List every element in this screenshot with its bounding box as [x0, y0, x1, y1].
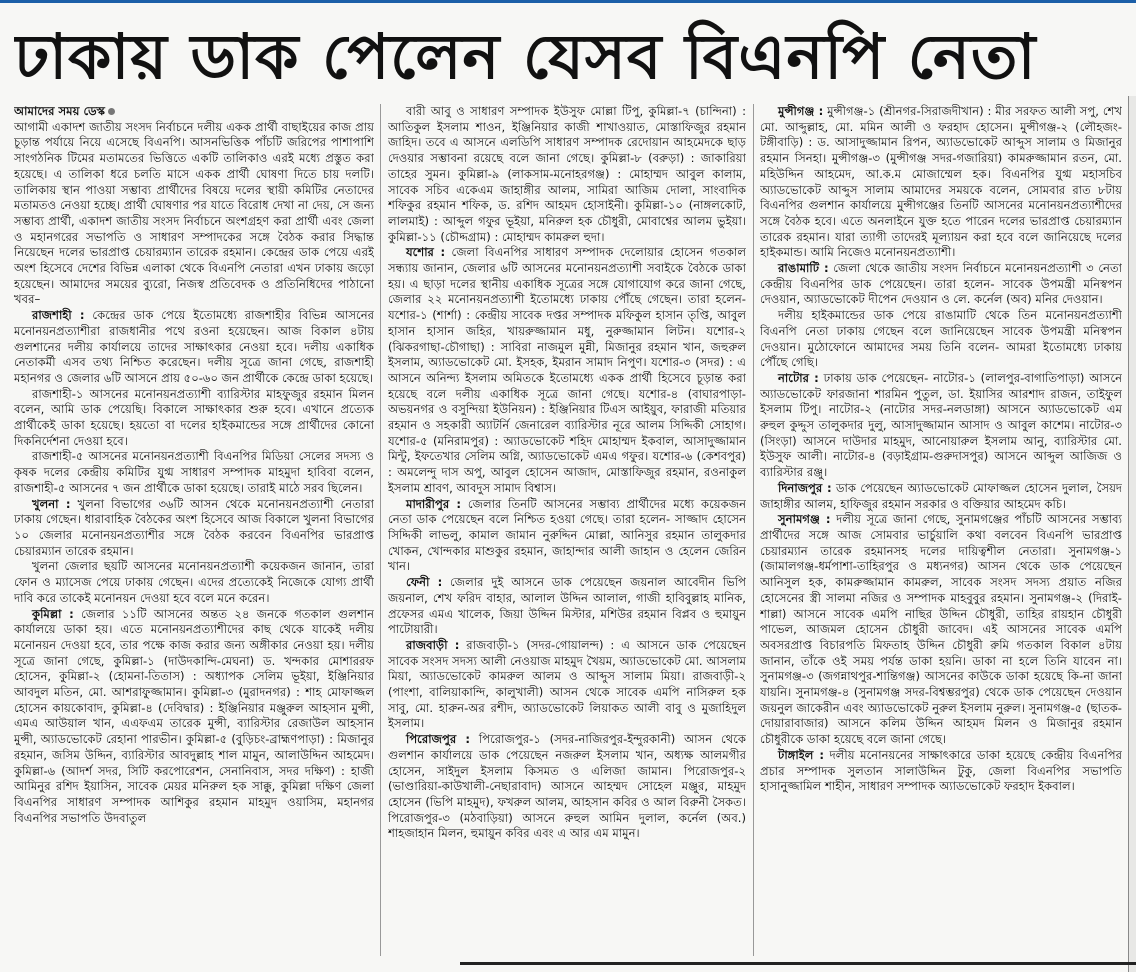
column-divider [380, 104, 381, 956]
section-lead: সুনামগঞ্জ : [778, 512, 831, 527]
column-2-body [388, 104, 746, 842]
paragraph-text: পিরোজপুর-১ (সদর-নাজিরপুর-ইন্দুরকানী) আসন থেকে গুলশান কার্যালয়ে ডাক পেয়েছেন নজরুল ইসলাম খান, অধ্যক্ষ আলমগীর হোসেন, সাইদুল ইসলাম কিসমত ও এলিজা জামান। পিরোজপুর-২ (ভাণ্ডারিয়া-কাউখালী-নেছারাবাদ) আসনে আহম্মদ সোহেল মঞ্জুর, মাহমুদ হোসেন (ভিপি মাহমুদ), ফখরুল আলম, আহসান কবির ও আল বিরুনী সৈকত। পিরোজপুর-৩ (মঠবাড়িয়া) আসনে রুহুল আমিন দুলাল, কর্নেল (অব.) শাহজাহান মিলন, হুমায়ুন কবির এবং এ আর এম মামুন। [388, 732, 746, 841]
column-1 [14, 104, 374, 956]
article-paragraph [760, 481, 1122, 512]
paragraph-text: জেলার তিনটি আসনের সম্ভাব্য প্রার্থীদের মধ্যে কয়েকজন নেতা ডাক পেয়েছেন বলে নিশ্চিত হওয়া গেছে। তারা হলেন- সাজ্জাদ হোসেন সিদ্দিকী লাভলু, কামাল জামান নুরুদ্দিন মোল্লা, আনিসুর রহমান তালুকদার খোকন, খোন্দকার মাশুকুর রহমান, জাহান্দার আলী জাহান ও হেলেন জেরিন খান। [388, 496, 746, 574]
adjacent-page-edge [1128, 96, 1136, 972]
article-paragraph [14, 308, 374, 387]
byline [14, 104, 374, 120]
article-paragraph [14, 497, 374, 560]
article-paragraph [760, 748, 1122, 795]
column-1-body [14, 120, 374, 827]
section-lead: ফেনী : [406, 575, 443, 590]
bottom-rule [460, 962, 1136, 965]
column-3-body [760, 104, 1122, 795]
column-3 [760, 104, 1122, 956]
section-lead: যশোর : [406, 245, 446, 260]
article-paragraph [760, 371, 1122, 481]
section-lead: পিরোজপুর : [406, 732, 471, 747]
section-lead: কুমিল্লা : [32, 606, 74, 621]
article-paragraph [760, 308, 1122, 371]
section-lead: মুন্সীগঞ্জ : [778, 104, 824, 118]
article-paragraph [760, 512, 1122, 748]
paragraph-text: আগামী একাদশ জাতীয় সংসদ নির্বাচনে দলীয় একক প্রার্থী বাছাইয়ের কাজ প্রায় চূড়ান্ত পর্যায়ে নিয়ে এসেছে বিএনপি। আসনভিত্তিক পাঁচটি জরিপের পাশাপাশি সাংগঠনিক টিমের মতামতের ভিত্তিতে একটি তালিকাও এরই মধ্যে প্রস্তুত করা হয়েছে। এ তালিকা ধরে চলতি মাসে একক প্রার্থী ঘোষণা দিতে চায় দলটি। তালিকায় স্থান পাওয়া সম্ভাব্য প্রার্থীদের বিষয়ে দলের স্থায়ী কমিটির নেতাদের মতামতও নেওয়া হচ্ছে। প্রার্থী ঘোষণার পর যাতে বিরোধ দেখা না দেয়, সে জন্য সম্ভাব্য প্রার্থী, একাদশ জাতীয় সংসদ নির্বাচনে অংশগ্রহণ করা প্রার্থী এবং জেলা ও মহানগরের সভাপতি ও সাধারণ সম্পাদকের সঙ্গে বৈঠক করার সিদ্ধান্ত নিয়েছেন দলের ভারপ্রাপ্ত চেয়ারম্যান তারেক রহমান। কেন্দ্রের ডাক পেয়ে এরই অংশ হিসেবে দেশের বিভিন্ন এলাকা থেকে বিএনপি নেতারা এখন ঢাকায় জড়ো হয়েছেন। আমাদের সময়ের ব্যুরো, নিজস্ব প্রতিবেদক ও প্রতিনিধিদের পাঠানো খবর– [14, 119, 374, 307]
article-paragraph [760, 261, 1122, 308]
article-paragraph [14, 449, 374, 496]
column-2 [388, 104, 746, 956]
paragraph-text: বারী আবু ও সাধারণ সম্পাদক ইউসুফ মোল্লা টিপু, কুমিল্লা-৭ (চান্দিনা) : আতিকুল ইসলাম শাওন, ইঞ্জিনিয়ার কাজী শাখাওয়াত, মোস্তাফিজুর রহমান জাহিদ। তবে এ আসনে এলডিপি সাধারণ সম্পাদক রেদোয়ান আহমেদকে ছাড় দেওয়ার সম্ভাবনা রয়েছে বলে জানা গেছে। কুমিল্লা-৮ (বরুড়া) : জাকারিয়া তাহের সুমন। কুমিল্লা-৯ (লাকসাম-মনোহরগঞ্জ) : মোহাম্মদ আবুল কালাম, সাবেক সচিব একেএম জাহাঙ্গীর আলম, সামিরা আজিম দোলা, সাংবাদিক শফিকুর রহমান শফিক, ড. রশিদ আহমদ হোসাইনী। কুমিল্লা-১০ (নাঙ্গলকোট, লালমাই) : আব্দুল গফুর ভূইয়া, মনিরুল হক চৌধুরী, মোবাশ্বের আলম ভুইয়া। কুমিল্লা-১১ (চৌদ্দগ্রাম) : মোহাম্মদ কামরুল হুদা। [388, 104, 746, 244]
section-lead: খুলনা : [32, 496, 71, 511]
article-paragraph [14, 559, 374, 606]
paragraph-text: কেন্দ্রের ডাক পেয়ে ইতোমধ্যে রাজশাহীর বিভিন্ন আসনের মনোনয়নপ্রত্যাশীরা রাজধানীর পথে রওনা হয়েছেন। আজ বিকাল ৪টায় গুলশানের দলীয় কার্যালয়ে তাদের সাক্ষাৎকার নেওয়া হবে। দলীয় একাধিক নেতাকর্মী এসব তথ্য নিশ্চিত করেছেন। দলীয় সূত্রে জানা গেছে, রাজশাহী মহানগর ও জেলার ৬টি আসনে প্রায় ৫০-৬০ জন প্রার্থীকে কেন্দ্রে ডাকা হয়েছে। [14, 308, 374, 385]
paragraph-text: দলীয় হাইকমান্ডের ডাক পেয়ে রাঙামাটি থেকে তিন মনোনয়নপ্রত্যাশী বিএনপি নেতা ঢাকায় গেছেন বলে জানিয়েছেন সাবেক উপমন্ত্রী মনিস্বপন দেওয়ান। মুঠোফোনে আমাদের সময় তিনি বলেন- আমরা ইতোমধ্যে ঢাকায় পৌঁছে গেছি। [760, 308, 1122, 370]
section-lead: রাঙামাটি : [778, 261, 829, 276]
paragraph-text: জেলা বিএনপির সাধারণ সম্পাদক দেলোয়ার হোসেন গতকাল সন্ধ্যায় জানান, জেলার ৬টি আসনের মনোনয়নপ্রত্যাশী সবাইকে বৈঠকে ডাকা হয়। এ ছাড়া দলের স্থানীয় একাধিক সূত্রের সঙ্গে যোগাযোগ করে জানা গেছে, জেলার ২২ মনোনয়নপ্রত্যাশী ইতোমধ্যে ঢাকায় পৌঁছে গেছেন। তারা হলেন- যশোর-১ (শার্শা) : কেন্দ্রীয় সাবেক দপ্তর সম্পাদক মফিকুল হাসান তৃপ্তি, আবুল হাসান হাসান জহির, খায়রুজ্জামান মধু, নুরুজ্জামান লিটন। যশোর-২ (ঝিকরগাছা-চৌগাছা) : সাবিরা নাজমুল মুন্নী, মিজানুর রহমান খান, জহুরুল ইসলাম, অ্যাডভোকেট মো. ইসহক, ইমরান সামাদ নিপুণ। যশোর-৩ (সদর) : এ আসনে অনিন্দ্য ইসলাম অমিতকে ইতোমধ্যে একক প্রার্থী হিসেবে চূড়ান্ত করা হয়েছে বলে দলীয় একাধিক সূত্রে জানা গেছে। যশোর-৪ (বাঘারপাড়া-অভয়নগর ও বসুন্দিয়া ইউনিয়ন) : ইঞ্জিনিয়ার টিএস আইয়ুব, ফারাজী মতিয়ার রহমান ও সহকারী অ্যাটর্নি জেনারেল ব্যারিস্টার নূরে আলম সিদ্দিকী সোহাগ। যশোর-৫ (মনিরামপুর) : অ্যাডভোকেট শহিদ মোহাম্মদ ইকবাল, আসাদুজ্জামান মিন্টু, ইফতেখার সেলিম অগ্নি, অ্যাডভোকেট এমএ গফুর। যশোর-৬ (কেশবপুর) : অমলেন্দু দাস অপু, আবুল হোসেন আজাদ, মোস্তাফিজুর রহমান, রওনাকুল ইসলাম শ্রাবণ, আবদুস সামাদ বিশ্বাস। [388, 245, 746, 495]
paragraph-text: দলীয় মনোনয়নের সাক্ষাৎকারে ডাকা হয়েছে কেন্দ্রীয় বিএনপির প্রচার সম্পাদক সুলতান সালাউদ্দিন টুকু, জেলা বিএনপির সভাপতি হাসানুজ্জামিল শাহীন, সাধারণ সম্পাদক অ্যাডভোকেট ফরহাদ ইকবাল। [760, 747, 1122, 794]
article-paragraph [388, 732, 746, 842]
paragraph-text: খুলনা জেলার ছয়টি আসনের মনোনয়নপ্রত্যাশী কয়েকজন জানান, তারা ফোন ও ম্যাসেজ পেয়ে ঢাকায় গেছেন। এদের প্রত্যেকেই নিজেকে যোগ্য প্রার্থী দাবি করে তাকেই মনোনয়ন দেওয়া হবে বলে মনে করেন। [14, 559, 374, 605]
section-lead: রাজশাহী : [32, 308, 85, 323]
byline-text: আমাদের সময় ডেস্ক [14, 104, 106, 118]
bullet-icon [108, 108, 115, 115]
section-lead: দিনাজপুর : [778, 480, 832, 495]
paragraph-text: দলীয় সূত্রে জানা গেছে, সুনামগঞ্জের পাঁচটি আসনের সম্ভাব্য প্রার্থীদের সঙ্গে আজ সোমবার ভার্চুয়ালি কথা বলবেন বিএনপি ভারপ্রাপ্ত চেয়ারম্যান তারেক রহমানসহ দলের দায়িত্বশীল নেতারা। সুনামগঞ্জ-১ (জামালগঞ্জ-ধর্মপাশা-তাহিরপুর ও মধ্যনগর) আসন থেকে ডাক পেয়েছেন আনিসুল হক, কামরুজ্জামান কামরুল, সাবেক সংসদ সদস্য প্রয়াত নজির হোসেনের স্ত্রী সালমা নজির ও সম্পাদক মাহবুবুর রহমান। সুনামগঞ্জ-২ (দিরাই-শাল্লা) আসনে সাবেক এমপি নাছির উদ্দিন চৌধুরী, তাহির রায়হান চৌধুরী পাভেল, আজমল হোসেন চৌধুরী জাবেদ। এই আসনের সাবেক এমপি অবসরপ্রাপ্ত বিচারপতি মিফতাহ উদ্দিন চৌধুরী রুমি গতকাল বিকাল ৪টায় জানান, তাঁকে ওই সময় পর্যন্ত ডাকা হয়নি। ডাকা না হলে তিনি যাবেন না। সুনামগঞ্জ-৩ (জগন্নাথপুর-শান্তিগঞ্জ) আসনের কাউকে ডাকা হয়েছে কি-না জানা যায়নি। সুনামগঞ্জ-৪ (সুনামগঞ্জ সদর-বিশ্বম্ভরপুর) থেকে ডাক পেয়েছেন দেওয়ান জয়নুল জাকেরীন এবং অ্যাডভোকেট নুরুল ইসলাম নুরুল। সুনামগঞ্জ-৫ (ছাতক-দোয়ারাবাজার) আসনে কলিম উদ্দিন আহমদ মিলন ও মিজানুর রহমান চৌধুরীকে ডাকা হয়েছে বলে জানা গেছে। [760, 512, 1122, 747]
paragraph-text: ঢাকায় ডাক পেয়েছেন- নাটোর-১ (লালপুর-বাগাতিপাড়া) আসনে অ্যাডভোকেট ফারজানা শারমিন পুতুল, ডা. ইয়াসির আরশাদ রাজন, তাইফুল ইসলাম টিপু। নাটোর-২ (নাটোর সদর-নলডাঙ্গা) আসনে অ্যাডভোকেট এম রুহুল কুদ্দুস তালুকদার দুলু, আসাদুজ্জামান আসাদ ও আবুল কাশেম। নাটোর-৩ (সিংড়া) আসনে দাউদার মাহমুদ, আনোয়ারুল ইসলাম আনু, ব্যারিস্টার মো. ইউসুফ আলী। নাটোর-৪ (বড়াইগ্রাম-গুরুদাসপুর) আসনে আব্দুল আজিজ ও ব্যারিস্টার রঞ্জু। [760, 370, 1122, 480]
paragraph-text: রাজশাহী-১ আসনের মনোনয়নপ্রত্যাশী ব্যারিস্টার মাহফুজুর রহমান মিলন বলেন, আমি ডাক পেয়েছি। বিকালে সাক্ষাৎকার শুরু হবে। এখানে প্রত্যেক প্রার্থীকেই ডাকা হয়েছে। হয়তো বা দলের হাইকমান্ডের সঙ্গে প্রার্থীদের কোনো দিকনির্দেশনা দেওয়া হবে। [14, 386, 374, 448]
section-lead: টাঙ্গাইল : [778, 747, 825, 762]
article-paragraph [388, 575, 746, 638]
paragraph-text: জেলা থেকে জাতীয় সংসদ নির্বাচনে মনোনয়নপ্রত্যাশী ৩ নেতা কেন্দ্রীয় বিএনপির ডাক পেয়েছেন। তারা হলেন- সাবেক উপমন্ত্রী মনিস্বপন দেওয়ান, অ্যাডভোকেট দীপেন দেওয়ান ও লে. কর্নেল (অব) মনির দেওয়ান। [760, 261, 1122, 307]
top-accent-bar [0, 0, 1136, 3]
column-divider [753, 104, 754, 956]
paragraph-text: খুলনা বিভাগের ৩৬টি আসন থেকে মনোনয়নপ্রত্যাশী নেতারা ঢাকায় গেছেন। ধারাবাহিক বৈঠকের অংশ হিসেবে আজ বিকালে খুলনা বিভাগের ১০ জেলার মনোনয়নপ্রত্যাশীর সঙ্গে বৈঠক করবেন বিএনপির ভারপ্রাপ্ত চেয়ারম্যান তারেক রহমান। [14, 496, 374, 558]
section-lead: মাদারীপুর : [406, 496, 462, 511]
article-paragraph [388, 497, 746, 576]
article-paragraph [14, 387, 374, 450]
article-paragraph [388, 104, 746, 245]
section-lead: রাজবাড়ী : [406, 637, 460, 652]
article-paragraph [14, 607, 374, 827]
headline: ঢাকায় ডাক পেলেন যেসব বিএনপি নেতা [14, 20, 1037, 93]
paragraph-text: মুন্সীগঞ্জ-১ (শ্রীনগর-সিরাজদীখান) : মীর সরফত আলী সপু, শেখ মো. আব্দুল্লাহ, মো. মমিন আলী ও ফরহাদ হোসেন। মুন্সীগঞ্জ-২ (লৌহজং-টঙ্গীবাড়ি) : ড. আসাদুজ্জামান রিপন, অ্যাডভোকেট আব্দুস সালাম ও মিজানুর রহমান সিনহা। মুন্সীগঞ্জ-৩ (মুন্সীগঞ্জ সদর-গজারিয়া) কামরুজ্জামান রতন, মো. মহিউদ্দিন আহমেদ, আ.ক.ম মোজাম্মেল হক। বিএনপির যুগ্ম মহাসচিব অ্যাডভোকেট আব্দুস সালাম আমাদের সময়কে বলেন, সোমবার রাত ৮টায় বিএনপির গুলশান কার্যালয়ে মুন্সীগঞ্জের তিনটি আসনের মনোনয়নপ্রত্যাশীদের সঙ্গে বৈঠক হবে। এতে অনলাইনে যুক্ত হতে পারেন দলের ভারপ্রাপ্ত চেয়ারম্যান তারেক রহমান। যারা ত্যাগী তাদেরই মূল্যায়ন করা হবে বলে জানিয়েছে দলের হাইকমান্ড। আমি নিজেও মনোনয়নপ্রত্যাশী। [760, 104, 1122, 260]
section-lead: নাটোর : [778, 370, 819, 385]
article-paragraph [388, 245, 746, 496]
paragraph-text: জেলার দুই আসনে ডাক পেয়েছেন জয়নাল আবেদীন ভিপি জয়নাল, শেখ ফরিদ বাহার, আলাল উদ্দিন আলাল, গাজী হাবিবুল্লাহ মানিক, প্রফেসর এমএ খালেক, জিয়া উদ্দিন মিস্টার, মশিউর রহমান বিপ্লব ও হুমায়ুন পাটোয়ারী। [388, 575, 746, 637]
paragraph-text: জেলার ১১টি আসনের অন্তত ২৪ জনকে গতকাল গুলশান কার্যালয়ে ডাকা হয়। এতে মনোনয়নপ্রত্যাশীদের কাছ থেকে যাকেই দলীয় মনোনয়ন দেওয়া হবে, তার পক্ষে কাজ করার জন্য অঙ্গীকার নেওয়া হয়। দলীয় সূত্রে জানা গেছে, কুমিল্লা-১ (দাউদকান্দি-মেঘনা) ড. খন্দকার মোশাররফ হোসেন, কুমিল্লা-২ (হোমনা-তিতাস) : অধ্যাপক সেলিম ভূইয়া, ইঞ্জিনিয়ার আবদুল মতিন, মো. আশরাফুজ্জামান। কুমিল্লা-৩ (মুরাদনগর) : শাহ মোফাজ্জল হোসেন কায়কোবাদ, কুমিল্লা-৪ (দেবিদ্বার) : ইঞ্জিনিয়ার মঞ্জুরুল আহসান মুন্সী, এমএ আউয়াল খান, এএফএম তারেক মুন্সী, ব্যারিস্টার রেজাউল আহসান মুন্সী, অ্যাডভোকেট রেহানা পারভীন। কুমিল্লা-৫ (বুড়িচং-ব্রাহ্মণপাড়া) : মিজানুর রহমান, জসিম উদ্দিন, ব্যারিস্টার আবদুল্লাহ শাল মামুন, আলাউদ্দিন আহমেদ। কুমিল্লা-৬ (আদর্শ সদর, সিটি করপোরেশন, সেনানিবাস, সদর দক্ষিণ) : হাজী আমিনুর রশিদ ইয়াসিন, সাবেক মেয়র মনিরুল হক সাক্কু, কুমিল্লা দক্ষিণ জেলা বিএনপির সাধারণ সম্পাদক আশিকুর রহমান মাহমুদ ওয়াসিম, মহানগর বিএনপির সভাপতি উদবাতুল [14, 606, 374, 825]
article-paragraph [388, 638, 746, 732]
paragraph-text: রাজশাহী-৫ আসনের মনোনয়নপ্রত্যাশী বিএনপির মিডিয়া সেলের সদস্য ও কৃষক দলের কেন্দ্রীয় কমিটির যুগ্ম সাধারণ সম্পাদক মাহমুদা হাবিবা বলেন, রাজশাহী-৫ আসনের ৭ জন প্রার্থীকে ডাকা হয়েছে। তারাই মাঠে সরব ছিলেন। [14, 449, 374, 495]
paragraph-text: ডাক পেয়েছেন অ্যাডভোকেট মোফাজ্জল হোসেন দুলাল, সৈয়দ জাহাঙ্গীর আলম, হাফিজুর রহমান সরকার ও বক্তিয়ার আহমেদ কচি। [760, 480, 1122, 511]
article-paragraph [760, 104, 1122, 261]
paragraph-text: রাজবাড়ী-১ (সদর-গোয়ালন্দ) : এ আসনে ডাক পেয়েছেন সাবেক সংসদ সদস্য আলী নেওয়াজ মাহমুদ খৈয়ম, অ্যাডভোকেট মো. আসলাম মিয়া, অ্যাডভোকেট কামরুল আলম ও আব্দুস সালাম মিয়া। রাজবাড়ী-২ (পাংশা, বালিয়াকান্দি, কালুখালী) আসন থেকে সাবেক এমপি নাসিরুল হক সাবু, মো. হারুন-অর রশীদ, অ্যাডভোকেট লিয়াকত আলী বাবু ও মুজাহিদুল ইসলাম। [388, 637, 746, 731]
article-paragraph [14, 120, 374, 308]
